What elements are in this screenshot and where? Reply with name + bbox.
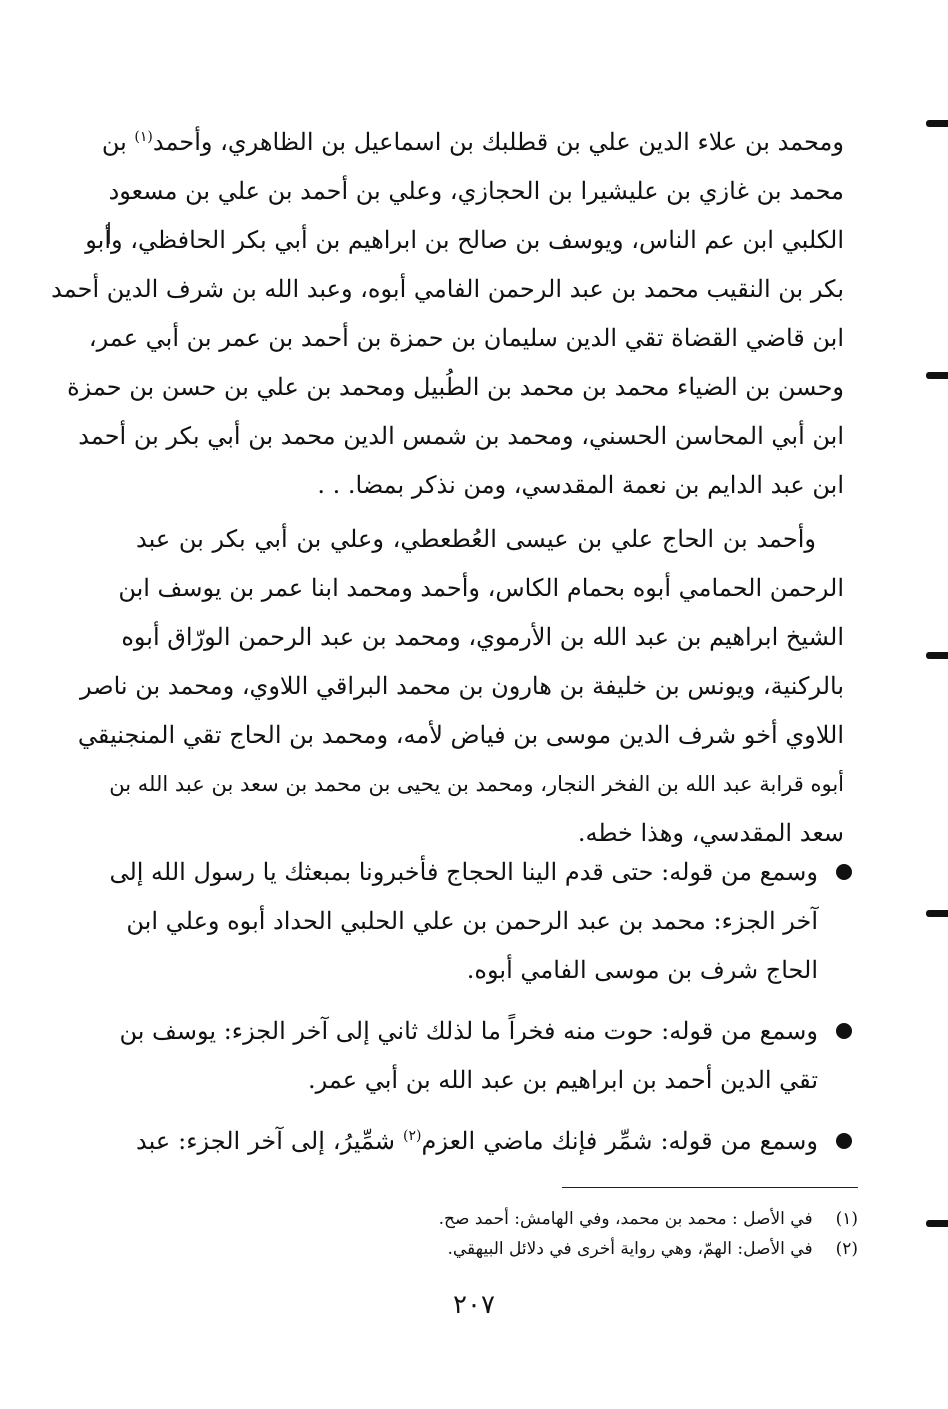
paragraph-line: الرحمن الحمامي أبوه بحمام الكاس، وأحمد ومحمد ابنا عمر بن يوسف ابن bbox=[118, 574, 844, 602]
paragraph-line: وأحمد بن الحاج علي بن عيسى العُطعطي، وعلي بن أبي بكر بن عبد bbox=[136, 525, 816, 553]
margin-mark bbox=[926, 1220, 948, 1227]
margin-mark bbox=[926, 372, 948, 379]
paragraph-line: بكر بن النقيب محمد بن عبد الرحمن الفامي أبوه، وعبد الله بن شرف الدين أحمد bbox=[51, 275, 844, 303]
list-item-line: آخر الجزء: محمد بن عبد الرحمن بن علي الحلبي الحداد أبوه وعلي ابن bbox=[126, 907, 818, 935]
list-item bbox=[119, 1007, 856, 1105]
footnote bbox=[158, 1204, 858, 1234]
footnote bbox=[158, 1234, 858, 1264]
footnote-text: في الأصل: الهمّ، وهي رواية أخرى في دلائل البيهقي. bbox=[447, 1239, 813, 1259]
bullet-icon bbox=[836, 1133, 852, 1149]
page-number: ٢٠٧ bbox=[453, 1290, 495, 1320]
paragraph-line: ابن قاضي القضاة تقي الدين سليمان بن حمزة بن أحمد بن عمر بن أبي عمر، bbox=[88, 324, 844, 352]
footnote-ref: (١) bbox=[134, 129, 153, 145]
list-item-line bbox=[136, 1117, 818, 1166]
paragraph-line: ابن عبد الدايم بن نعمة المقدسي، ومن نذكر بمضا. . . bbox=[317, 471, 844, 499]
footnote-number: (٢) bbox=[835, 1239, 858, 1259]
footnote-number: (١) bbox=[835, 1209, 858, 1229]
list-item-line: الحاج شرف بن موسى الفامي أبوه. bbox=[466, 956, 818, 984]
bullet-list bbox=[109, 848, 856, 1178]
paragraph-line: ابن أبي المحاسن الحسني، ومحمد بن شمس الدين محمد بن أبي بكر بن أحمد bbox=[78, 422, 844, 450]
margin-mark bbox=[926, 910, 948, 917]
line-text: ومحمد بن علاء الدين علي بن قطلبك بن اسماعيل بن الظاهري، وأحمد bbox=[152, 128, 844, 156]
line-text: بن bbox=[101, 128, 127, 156]
list-item bbox=[136, 1117, 856, 1166]
footnotes bbox=[158, 1204, 858, 1264]
bullet-icon bbox=[836, 1023, 852, 1039]
margin-mark bbox=[926, 120, 948, 127]
footnote-ref: (٢) bbox=[403, 1128, 422, 1144]
list-item bbox=[109, 848, 856, 995]
paragraph-line: الشيخ ابراهيم بن عبد الله بن الأرموي، ومحمد بن عبد الرحمن الورّاق أبوه bbox=[121, 623, 844, 651]
paragraph-line: سعد المقدسي، وهذا خطه. bbox=[577, 819, 844, 847]
line-text: شمِّيرُ، إلى آخر الجزء: عبد bbox=[136, 1127, 396, 1155]
list-item-line: وسمع من قوله: حوت منه فخراً ما لذلك ثاني إلى آخر الجزء: يوسف بن bbox=[119, 1017, 818, 1045]
paragraph-line: اللاوي أخو شرف الدين موسى بن فياض لأمه، ومحمد بن الحاج تقي المنجنيقي bbox=[77, 721, 844, 749]
paragraph-2 bbox=[77, 515, 844, 858]
footnote-divider bbox=[562, 1187, 858, 1188]
paragraph-line: محمد بن غازي بن عليشيرا بن الحجازي، وعلي بن أحمد بن علي بن مسعود bbox=[108, 177, 844, 205]
footnote-text: في الأصل : محمد بن محمد، وفي الهامش: أحمد صح. bbox=[438, 1209, 813, 1229]
list-item-line: تقي الدين أحمد بن ابراهيم بن عبد الله بن أبي عمر. bbox=[308, 1066, 818, 1094]
paragraph-line: الكلبي ابن عم الناس، ويوسف بن صالح بن ابراهيم بن أبي بكر الحافظي، وأبو bbox=[85, 226, 844, 254]
paragraph-line: بالركنية، ويونس بن خليفة بن هارون بن محمد البراقي اللاوي، ومحمد بن ناصر bbox=[79, 672, 844, 700]
paragraph-line bbox=[101, 118, 844, 167]
paragraph-1 bbox=[51, 118, 844, 510]
line-text: وسمع من قوله: شمِّر فإنك ماضي العزم bbox=[421, 1127, 818, 1155]
margin-mark bbox=[926, 652, 948, 659]
paragraph-line: وحسن بن الضياء محمد بن محمد بن الطُبيل ومحمد بن علي بن حسن بن حمزة bbox=[67, 373, 844, 401]
list-item-line: وسمع من قوله: حتى قدم الينا الحجاج فأخبرونا بمبعثك يا رسول الله إلى bbox=[109, 858, 818, 886]
bullet-icon bbox=[836, 864, 852, 880]
paragraph-line: أبوه قرابة عبد الله بن الفخر النجار، ومحمد بن يحيى بن محمد بن سعد بن عبد الله بن bbox=[109, 772, 844, 796]
